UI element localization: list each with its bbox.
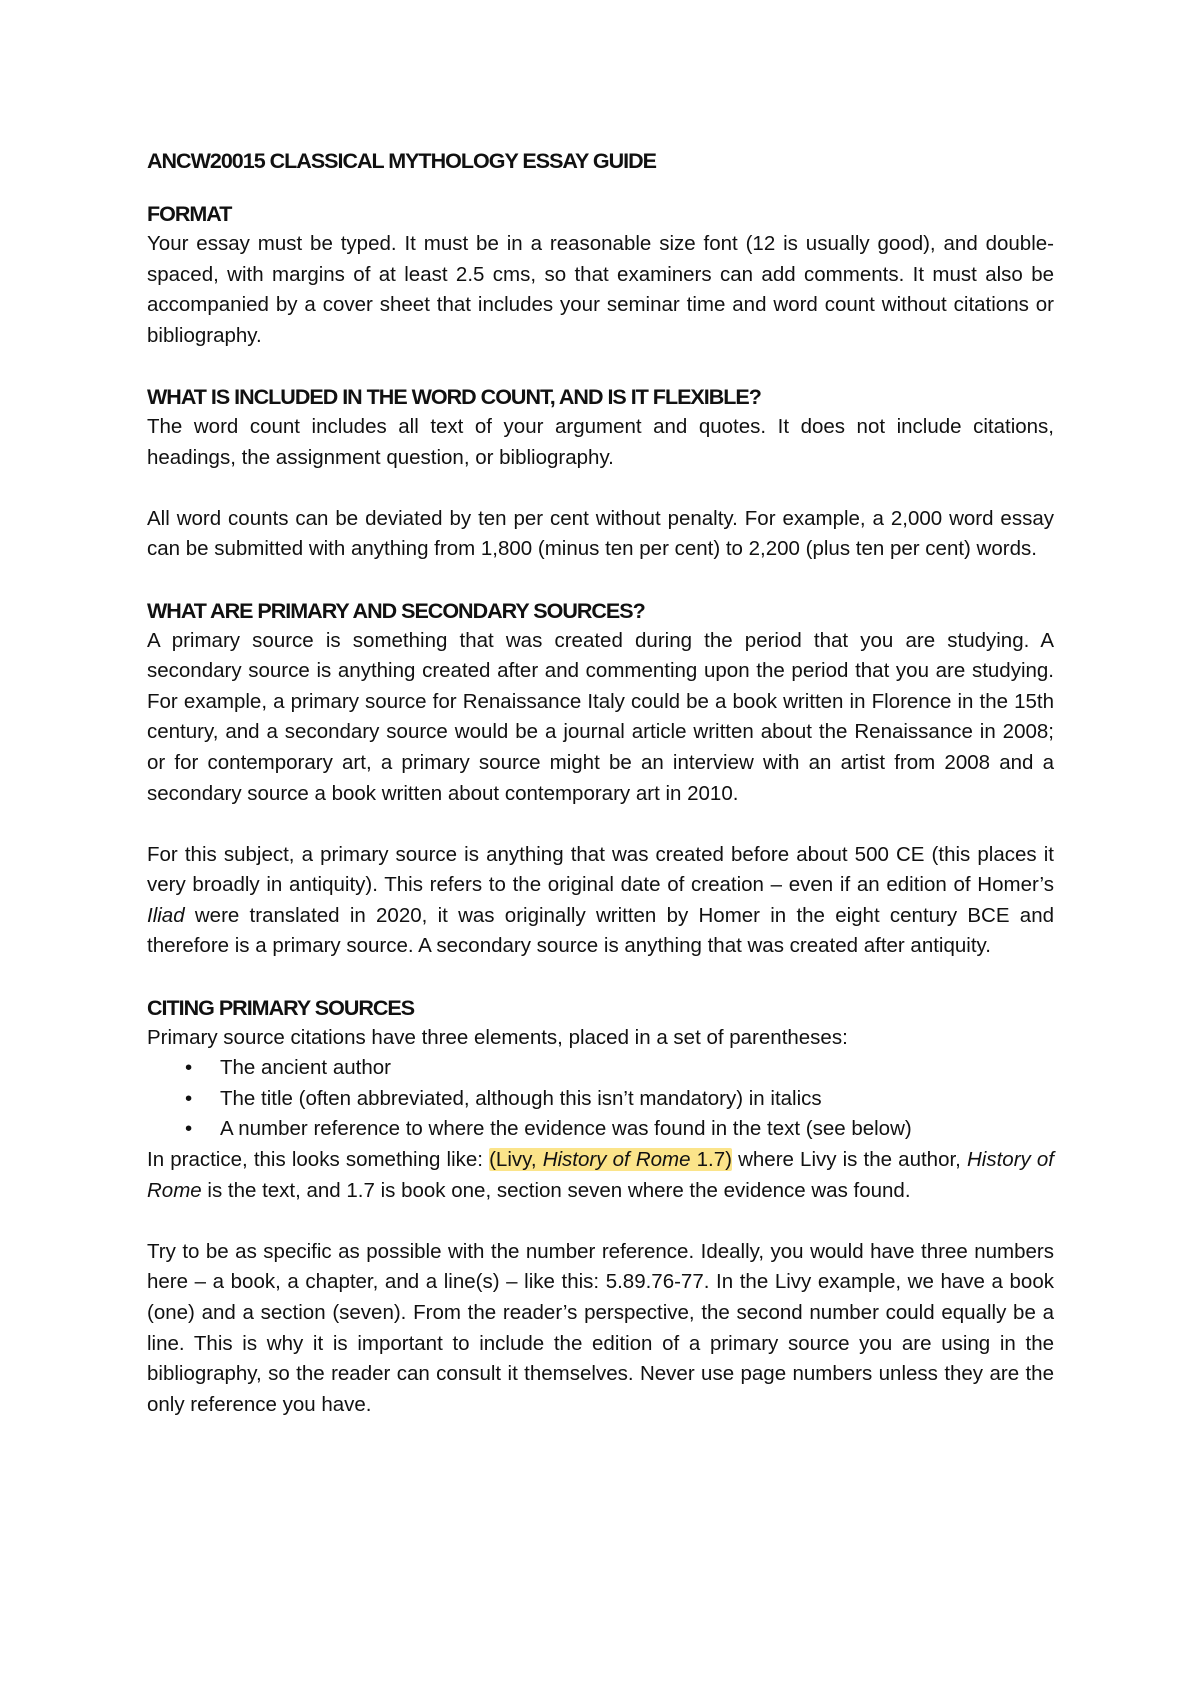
italic-title-history-of-rome: History of Rome — [542, 1148, 691, 1172]
list-item — [147, 1084, 1054, 1115]
spacer — [147, 1206, 1054, 1237]
heading-word-count: WHAT IS INCLUDED IN THE WORD COUNT, AND IS IT FLEXIBLE? — [147, 384, 761, 409]
spacer — [147, 351, 1054, 382]
text-run: For this subject, a primary source is anything that was created before about 500 CE (this places it very broadly in antiquity). This refers to the original date of creation – even if an edition of Homer’s — [147, 842, 1054, 897]
italic-title-iliad: Iliad — [147, 903, 185, 927]
text-run: In practice, this looks something like: — [147, 1148, 490, 1172]
list-item-text: The title (often abbreviated, although this isn’t mandatory) in italics — [220, 1086, 822, 1110]
list-item — [147, 1114, 1054, 1145]
bullet-icon: • — [185, 1086, 193, 1110]
text-run: where Livy is the author, — [731, 1148, 967, 1172]
list-item — [147, 1053, 1054, 1084]
bullet-icon: • — [185, 1056, 193, 1080]
text-run: 1.7) — [690, 1148, 732, 1172]
spacer — [147, 565, 1054, 596]
text-run: were translated in 2020, it was originally written by Homer in the eight century BCE and therefore is a primary source. A secondary source is anything that was created after antiquity. — [147, 903, 1054, 958]
document-title: ANCW20015 CLASSICAL MYTHOLOGY ESSAY GUIDE — [147, 149, 656, 173]
paragraph-word-count-flexibility: All word counts can be deviated by ten per cent without penalty. For example, a 2,000 word essay can be submitted with anything from 1,800 (minus ten per cent) to 2,200 (plus ten per cent) words. — [147, 506, 1054, 561]
heading-citing: CITING PRIMARY SOURCES — [147, 995, 415, 1020]
spacer — [147, 473, 1054, 504]
text-run: (Livy, — [489, 1148, 543, 1172]
paragraph-word-count-inclusion: The word count includes all text of your argument and quotes. It does not include citations, headings, the assignment question, or bibliography. — [147, 414, 1054, 469]
paragraph-citing-example — [147, 1145, 1054, 1206]
document-page — [147, 146, 1054, 1420]
citation-elements-list — [147, 1053, 1054, 1145]
highlighted-citation-example — [489, 1148, 732, 1171]
paragraph-citing-specificity: Try to be as specific as possible with the number reference. Ideally, you would have three numbers here – a book, a chapter, and a line(s) – like this: 5.89.76-77. In the Livy example, we have a book (one) and a section (seven). From the reader’s perspective, the second number could equally be a line. This is why it is important to include the edition of a primary source you are using in the bibliography, so the reader can consult it themselves. Never use page numbers unless they are the only reference you have. — [147, 1239, 1054, 1416]
paragraph-sources-subject — [147, 840, 1054, 962]
paragraph-sources-definition: A primary source is something that was created during the period that you are studying. A secondary source is anything created after and commenting upon the period that you are studying. For example, a primary source for Renaissance Italy could be a book written in Florence in the 15th century, and a secondary source would be a journal article written about the Renaissance in 2008; or for contemporary art, a primary source might be an interview with an artist from 2008 and a secondary source a book written about contemporary art in 2010. — [147, 628, 1054, 805]
heading-sources: WHAT ARE PRIMARY AND SECONDARY SOURCES? — [147, 598, 645, 623]
heading-format: FORMAT — [147, 202, 232, 226]
text-run: is the text, and 1.7 is book one, section seven where the evidence was found. — [201, 1178, 911, 1202]
list-item-text: The ancient author — [220, 1056, 391, 1080]
spacer — [147, 809, 1054, 840]
italic-title-history-of-rome: History of Rome — [147, 1148, 1054, 1202]
paragraph-citing-intro: Primary source citations have three elements, placed in a set of parentheses: — [147, 1025, 848, 1049]
list-item-text: A number reference to where the evidence was found in the text (see below) — [220, 1117, 912, 1141]
spacer — [147, 962, 1054, 993]
bullet-icon: • — [185, 1117, 193, 1141]
paragraph-format: Your essay must be typed. It must be in a reasonable size font (12 is usually good), and double-spaced, with margins of at least 2.5 cms, so that examiners can add comments. It must also be accompanied by a cover sheet that includes your seminar time and word count without citations or bibliography. — [147, 232, 1054, 347]
